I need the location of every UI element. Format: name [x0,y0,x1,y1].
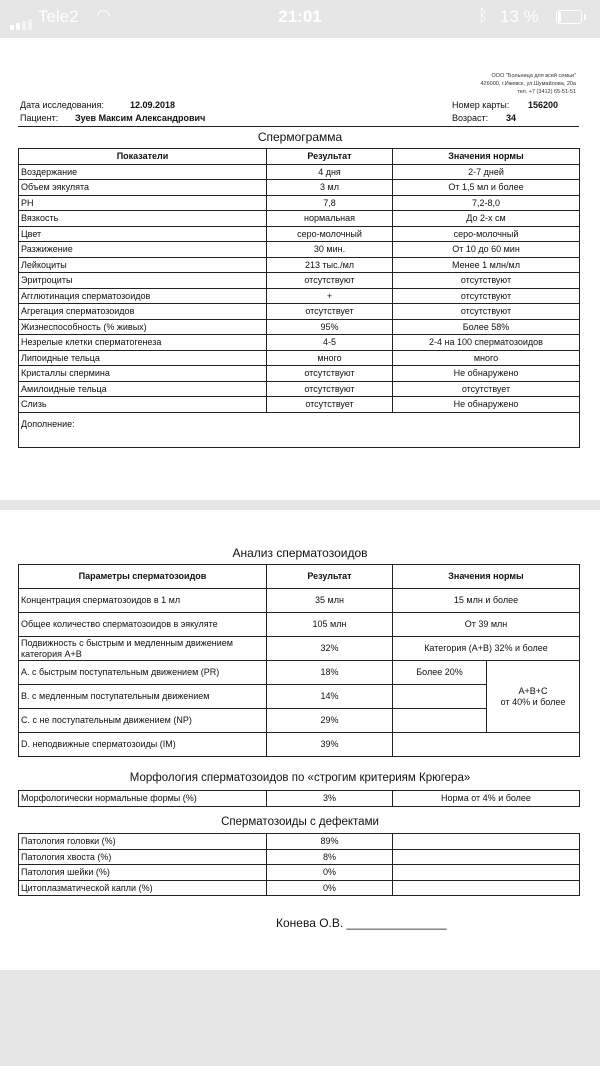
document-page-1 [0,38,600,500]
addition-label: Дополнение: [19,412,580,447]
param-name: Жизнеспособность (% живых) [19,319,267,335]
param-name: Амилоидные тельца [19,381,267,397]
norm-value: От 10 до 60 мин [393,242,580,258]
column-header: Значения нормы [393,149,580,165]
battery-percent: 13 % [500,7,539,26]
date-label: Дата исследования: [20,100,104,110]
empty-cell [393,685,487,709]
param-name: Агглютинация сперматозоидов [19,288,267,304]
age-value: 34 [506,113,517,123]
column-header: Значения нормы [393,565,580,589]
defects-table [18,833,580,896]
table-row [19,319,580,335]
result-value: 8% [267,849,393,865]
result-value: 30 мин. [267,242,393,258]
column-header: Результат [267,565,393,589]
norm-value: отсутствуют [393,273,580,289]
param-name: А. с быстрым поступательным движением (PR) [19,661,267,685]
param-name: Кристаллы спермина [19,366,267,382]
table-row [19,180,580,196]
table-row [19,273,580,289]
param-name: Агрегация сперматозоидов [19,304,267,320]
table-row [19,164,580,180]
carrier-name: Tele2 [38,7,79,26]
norm-value: 2-4 на 100 сперматозоидов [393,335,580,351]
norm-value: 2-7 дней [393,164,580,180]
param-name: Воздержание [19,164,267,180]
result-value: 105 млн [267,613,393,637]
norm-value: отсутствуют [393,288,580,304]
result-value: 4 дня [267,164,393,180]
table-row [19,880,580,896]
param-name: Незрелые клетки сперматогенеза [19,335,267,351]
card-label: Номер карты: [452,100,510,110]
param-name: Разжижение [19,242,267,258]
table-row [19,195,580,211]
battery-icon [556,10,582,24]
norm-value: отсутствует [393,381,580,397]
document-page-2 [0,510,600,970]
patient-name: Зуев Максим Александрович [75,113,206,123]
param-name: Объем эякулята [19,180,267,196]
table-row [19,211,580,227]
clinic-name: ООО "Больница для всей семьи" [491,73,576,79]
param-name: Патология шейки (%) [19,865,267,881]
table-row [19,589,580,613]
result-value: нормальная [267,211,393,227]
sperm-analysis-table [18,564,580,757]
param-name: Цитоплазматической капли (%) [19,880,267,896]
norm-value: 7,2-8,0 [393,195,580,211]
result-value: отсутствует [267,304,393,320]
result-value: 213 тыс./мл [267,257,393,273]
defects-title: Сперматозоиды с дефектами [221,816,379,828]
result-value: 29% [267,709,393,733]
table-row [19,397,580,413]
table-row [19,366,580,382]
wifi-icon: ◠ [96,6,111,25]
empty-cell [393,834,580,850]
column-header: Показатели [19,149,267,165]
empty-cell [393,733,580,757]
norm-value: Категория (А+В) 32% и более [393,637,580,661]
column-header: Результат [267,149,393,165]
result-value: 89% [267,834,393,850]
table-row [19,865,580,881]
table-row [19,335,580,351]
result-value: 39% [267,733,393,757]
result-value: 95% [267,319,393,335]
table-row [19,637,580,661]
norm-value: Менее 1 млн/мл [393,257,580,273]
spermogram-title: Спермограмма [257,130,343,144]
norm-value: Норма от 4% и более [393,791,580,807]
table-header-row [19,149,580,165]
result-value: отсутствуют [267,366,393,382]
table-row [19,613,580,637]
table-row [19,661,580,685]
clinic-phone: тел. +7 (3412) 65-51-51 [517,89,576,95]
param-name: Липоидные тельца [19,350,267,366]
clock: 21:01 [278,7,322,26]
norm-value: От 1,5 мл и более [393,180,580,196]
doctor-signature: Конева О.В. _______________ [276,916,447,930]
table-row [19,242,580,258]
header-divider [18,126,579,127]
date-value: 12.09.2018 [130,100,176,110]
norm-value: отсутствуют [393,304,580,320]
result-value: 32% [267,637,393,661]
spermogram-table [18,148,580,448]
param-name: D. неподвижные сперматозоиды (IM) [19,733,267,757]
result-value: 14% [267,685,393,709]
morphology-table [18,790,580,807]
empty-cell [393,849,580,865]
norm-value: Более 20% [393,661,487,685]
param-name: PH [19,195,267,211]
norm-value: много [393,350,580,366]
param-name: Патология хвоста (%) [19,849,267,865]
table-row [19,733,580,757]
result-value: отсутствуют [267,381,393,397]
column-header: Параметры сперматозоидов [19,565,267,589]
table-header-row [19,565,580,589]
sperm-analysis-title: Анализ сперматозоидов [232,546,368,560]
norm-value: Не обнаружено [393,366,580,382]
empty-cell [393,880,580,896]
param-name: Общее количество сперматозоидов в эякуляте [19,613,267,637]
status-bar [0,0,600,36]
patient-label: Пациент: [20,113,59,123]
param-name: Вязкость [19,211,267,227]
table-row [19,381,580,397]
bluetooth-icon: ᛒ [478,6,489,25]
table-row [19,791,580,807]
result-value: 18% [267,661,393,685]
norm-value: 15 млн и более [393,589,580,613]
clinic-address: 426000, г.Ижевск, ул.Шумайлова, 20а [480,81,576,87]
table-row [19,226,580,242]
empty-cell [393,865,580,881]
table-row [19,834,580,850]
age-label: Возраст: [452,113,489,123]
norm-value: Более 58% [393,319,580,335]
table-row [19,849,580,865]
empty-cell [393,709,487,733]
result-value: 0% [267,880,393,896]
result-value: + [267,288,393,304]
table-row [19,350,580,366]
result-value: 35 млн [267,589,393,613]
clinic-stamp [480,72,576,96]
result-value: отсутствуют [267,273,393,289]
result-value: 0% [267,865,393,881]
norm-value: А+В+С от 40% и более [487,661,580,733]
result-value: 3% [267,791,393,807]
param-name: В. с медленным поступательным движением [19,685,267,709]
result-value: 4-5 [267,335,393,351]
param-name: Подвижность с быстрым и медленным движением категория А+В [19,637,267,661]
result-value: 7,8 [267,195,393,211]
table-row [19,304,580,320]
param-name: С. с не поступательным движением (NP) [19,709,267,733]
card-value: 156200 [528,100,559,110]
param-name: Эритроциты [19,273,267,289]
param-name: Слизь [19,397,267,413]
addition-row [19,412,580,447]
result-value: серо-молочный [267,226,393,242]
param-name: Концентрация сперматозоидов в 1 мл [19,589,267,613]
param-name: Патология головки (%) [19,834,267,850]
param-name: Морфологически нормальные формы (%) [19,791,267,807]
table-row [19,288,580,304]
norm-value: От 39 млн [393,613,580,637]
table-row [19,257,580,273]
norm-value: Не обнаружено [393,397,580,413]
result-value: 3 мл [267,180,393,196]
param-name: Цвет [19,226,267,242]
morphology-title: Морфология сперматозоидов по «строгим критериям Крюгера» [129,772,471,784]
norm-value: серо-молочный [393,226,580,242]
norm-value: До 2-х см [393,211,580,227]
result-value: много [267,350,393,366]
result-value: отсутствует [267,397,393,413]
param-name: Лейкоциты [19,257,267,273]
